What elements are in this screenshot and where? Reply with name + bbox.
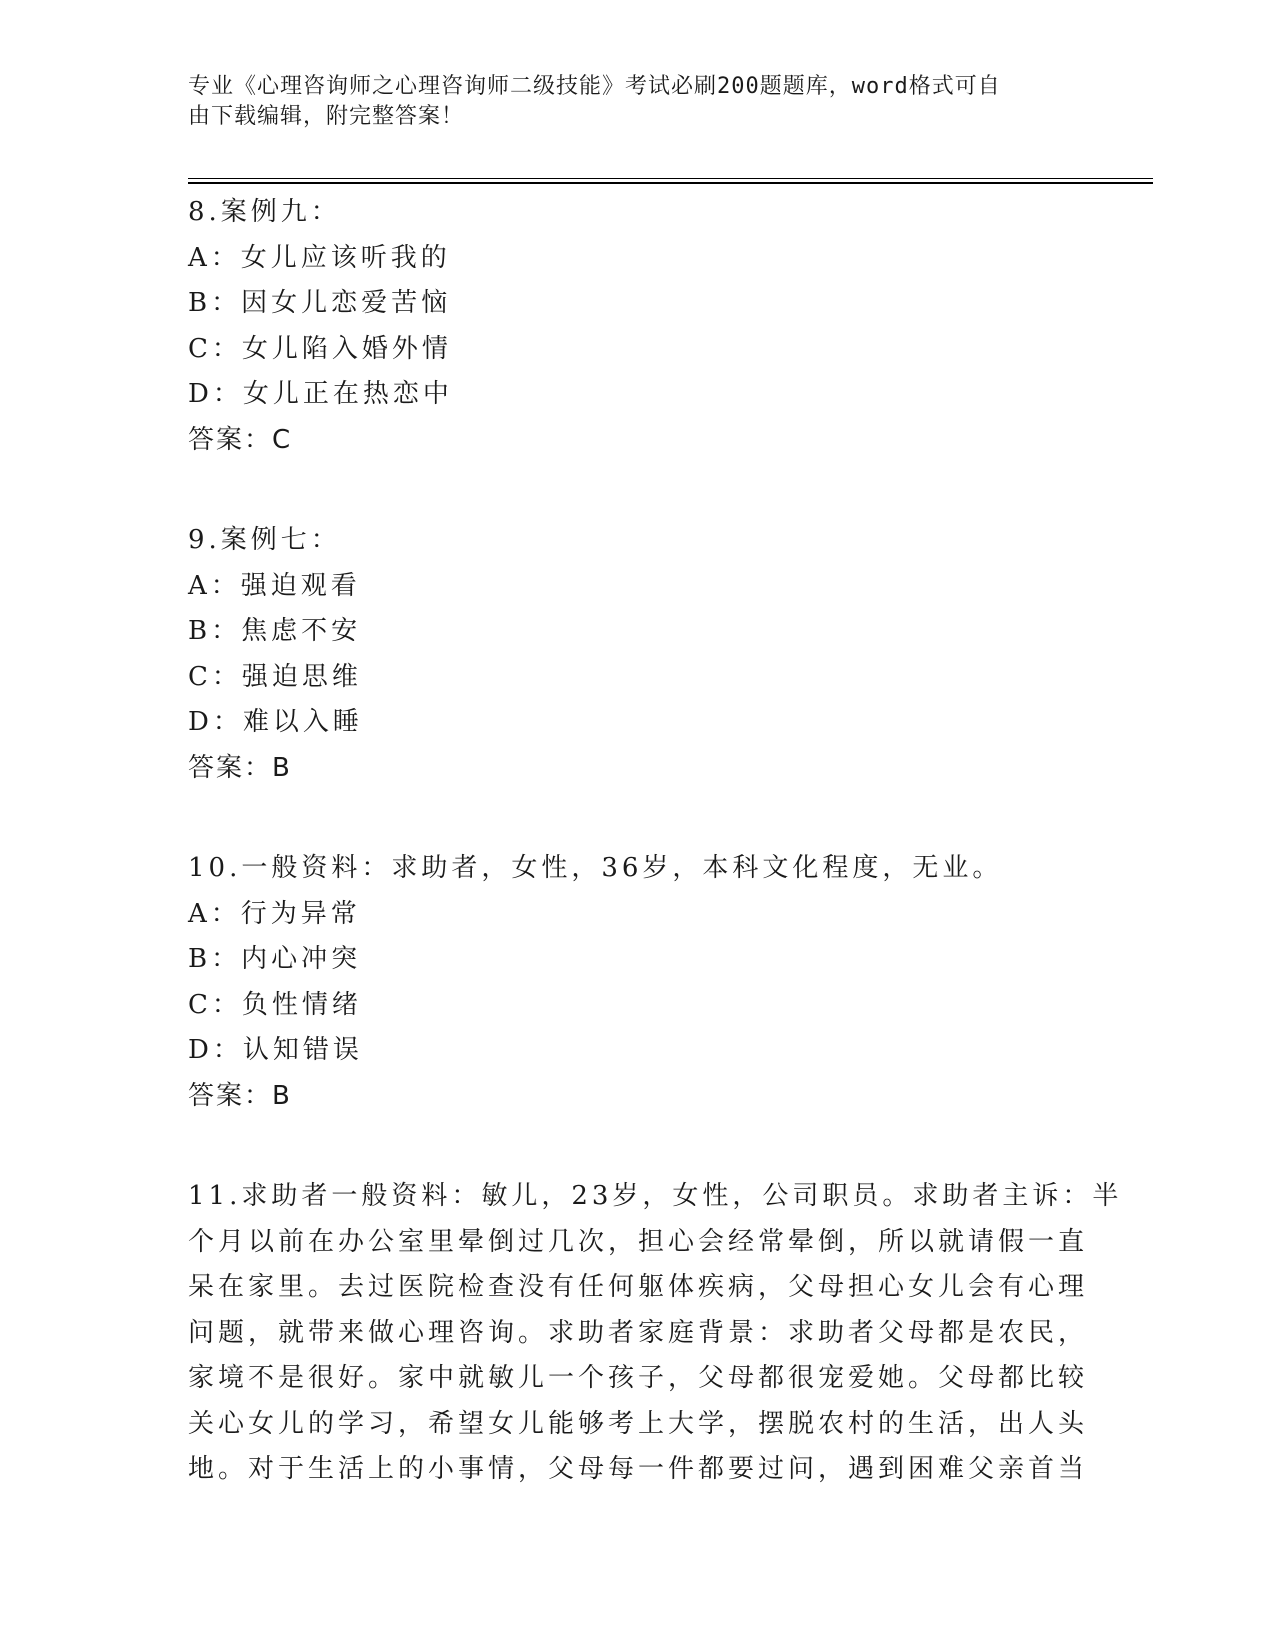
answer-line: 答案：C (188, 424, 293, 455)
question-stem: 9.案例七： (188, 525, 341, 555)
document-header (188, 72, 1068, 132)
header-line-1: 专业《心理咨询师之心理咨询师二级技能》考试必刷200题题库，word格式可自 (188, 74, 1001, 99)
question-stem: 10.一般资料：求助者，女性，36岁，本科文化程度，无业。 (188, 853, 1003, 883)
option-b: B：焦虑不安 (188, 616, 362, 646)
question-stem-line: 家境不是很好。家中就敏儿一个孩子，父母都很宠爱她。父母都比较 (188, 1363, 1089, 1393)
question-stem-line: 11.求助者一般资料：敏儿，23岁，女性，公司职员。求助者主诉：半 (188, 1181, 1123, 1211)
question-stem-line: 问题，就带来做心理咨询。求助者家庭背景：求助者父母都是农民， (188, 1317, 1089, 1348)
answer-line: 答案：B (188, 1080, 292, 1111)
question-stem-line: 呆在家里。去过医院检查没有任何躯体疾病，父母担心女儿会有心理 (188, 1272, 1089, 1302)
option-d: D：认知错误 (188, 1035, 363, 1065)
option-c: C：负性情绪 (188, 989, 362, 1020)
question-stem-line: 关心女儿的学习，希望女儿能够考上大学，摆脱农村的生活，出人头 (188, 1408, 1089, 1439)
option-a: A：女儿应该听我的 (188, 242, 451, 273)
option-b: B：内心冲突 (188, 944, 362, 974)
option-a: A：强迫观看 (188, 570, 361, 601)
option-d: D：难以入睡 (188, 707, 363, 737)
question-stem-line: 个月以前在办公室里晕倒过几次，担心会经常晕倒，所以就请假一直 (188, 1226, 1089, 1257)
question-stem-line: 地。对于生活上的小事情，父母每一件都要过问，遇到困难父亲首当 (188, 1454, 1089, 1484)
question-8 (188, 190, 1088, 463)
question-stem: 8.案例九： (188, 197, 341, 227)
answer-line: 答案：B (188, 752, 292, 783)
option-a: A：行为异常 (188, 898, 361, 929)
header-rule-thick (188, 182, 1153, 184)
header-line-2: 由下载编辑，附完整答案！ (188, 104, 465, 129)
option-c: C：强迫思维 (188, 661, 362, 692)
header-rule-thin (188, 178, 1153, 179)
question-list (188, 190, 1123, 1548)
option-d: D：女儿正在热恋中 (188, 379, 453, 409)
option-b: B：因女儿恋爱苦恼 (188, 288, 452, 318)
option-c: C：女儿陷入婚外情 (188, 333, 452, 364)
question-9 (188, 518, 1088, 791)
question-11 (188, 1174, 1123, 1493)
question-10 (188, 846, 1088, 1119)
